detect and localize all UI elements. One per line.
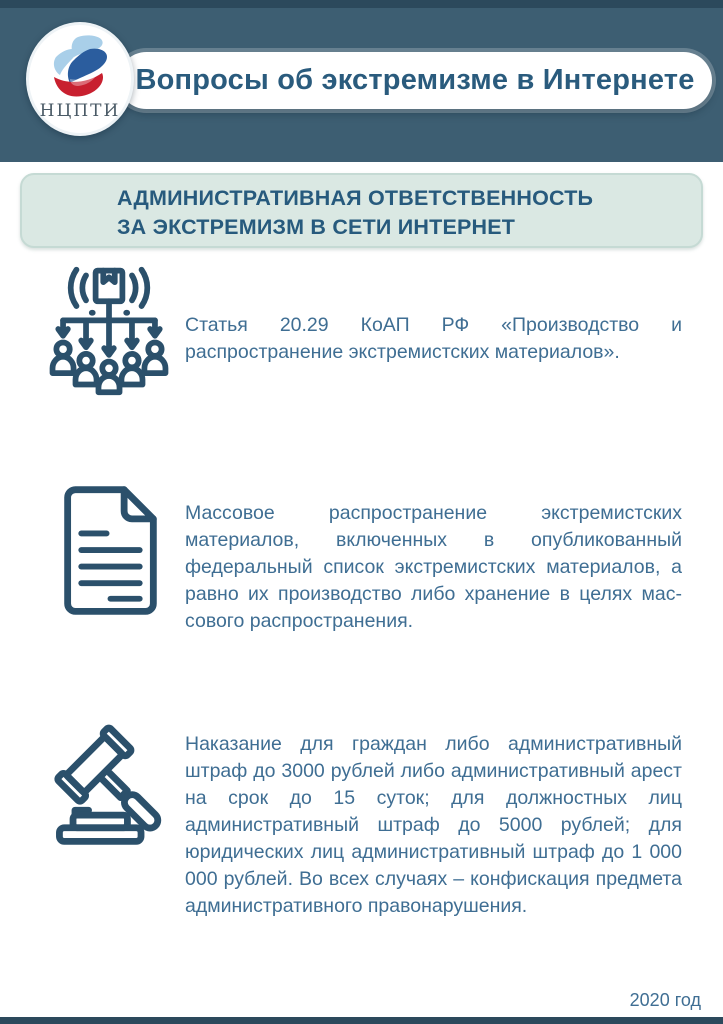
footer-bar: [0, 1017, 723, 1024]
section-text-article: Статья 20.29 КоАП РФ «Производство и распространение экстремистских материалов».: [185, 314, 682, 363]
section-heading-banner: [20, 173, 703, 248]
banner-line2: ЗА ЭКСТРЕМИЗМ В СЕТИ ИНТЕРНЕТ: [117, 215, 516, 239]
section-text-punishment: Наказание для граждан либо административный штраф до 3000 рублей либо административный арест на срок до 15 суток; для должностных лиц административный штраф до 5000 рублей; для юридических лиц административный штраф до 1 000 000 рублей. Во всех случаях – конфискация предмета административного правонарушения.: [185, 733, 682, 917]
gavel-icon: [40, 716, 176, 856]
document-icon: [54, 484, 166, 619]
section-text-offense: Массовое распространение экстремистских материалов, включенных в опубликованный федеральный список экстремистских материалов, а равно их производство либо хранение в целях массового распространения.: [185, 502, 682, 632]
page-title: Вопросы об экстремизме в Интернете: [135, 64, 695, 96]
ncpti-logo: [26, 22, 134, 136]
ncpti-swirl-icon: [44, 35, 116, 99]
year-label: 2020 год: [629, 990, 701, 1010]
header-top-strip: [0, 0, 723, 8]
broadcast-distribution-icon: [42, 260, 176, 400]
title-pill: [118, 52, 712, 109]
banner-line1: АДМИНИСТРАТИВНАЯ ОТВЕТСТВЕННОСТЬ: [117, 186, 594, 210]
ncpti-logo-text: НЦПТИ: [39, 101, 121, 121]
